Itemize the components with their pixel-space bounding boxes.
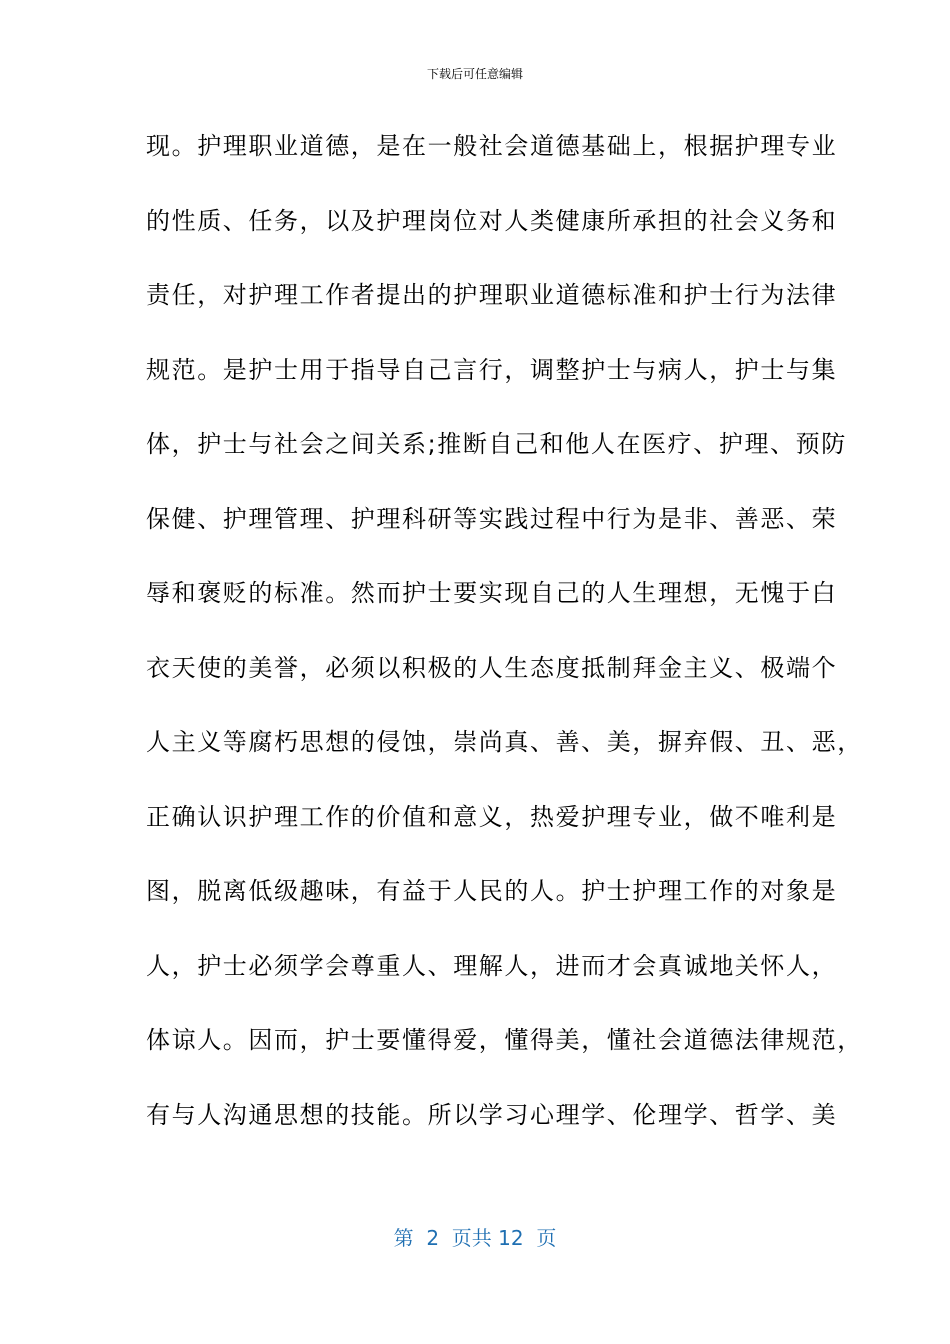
page-number-footer: 第 2 页共 12 页 xyxy=(393,1226,557,1250)
text-line: 保健、护理管理、护理科研等实践过程中行为是非、善恶、荣 xyxy=(146,504,838,533)
body-text xyxy=(146,126,863,1169)
text-line: 现。护理职业道德，是在一般社会道德基础上，根据护理专业 xyxy=(146,132,838,160)
text-line: 的性质、任务，以及护理岗位对人类健康所承担的社会义务和 xyxy=(146,206,838,235)
text-line: 衣天使的美誉，必须以积极的人生态度抵制拜金主义、极端个 xyxy=(146,653,838,682)
text-line: 规范。是护士用于指导自己言行，调整护士与病人，护士与集 xyxy=(146,355,838,384)
text-line: 人，护士必须学会尊重人、理解人，进而才会真诚地关怀人， xyxy=(146,951,838,980)
text-line: 辱和褒贬的标准。然而护士要实现自己的人生理想，无愧于白 xyxy=(146,579,838,607)
text-line: 人主义等腐朽思想的侵蚀，崇尚真、善、美，摒弃假、丑、恶， xyxy=(146,728,863,756)
text-line: 正确认识护理工作的价值和意义，热爱护理专业，做不唯利是 xyxy=(146,802,838,831)
text-line: 有与人沟通思想的技能。所以学习心理学、伦理学、哲学、美 xyxy=(146,1100,838,1129)
text-line: 图，脱离低级趣味，有益于人民的人。护士护理工作的对象是 xyxy=(146,877,838,905)
page-header: 下载后可任意编辑 xyxy=(426,67,523,81)
text-line: 责任，对护理工作者提出的护理职业道德标准和护士行为法律 xyxy=(146,281,838,309)
text-line: 体谅人。因而，护士要懂得爱，懂得美，懂社会道德法律规范， xyxy=(146,1026,863,1054)
text-line: 体，护士与社会之间关系;推断自己和他人在医疗、护理、预防 xyxy=(146,430,847,458)
